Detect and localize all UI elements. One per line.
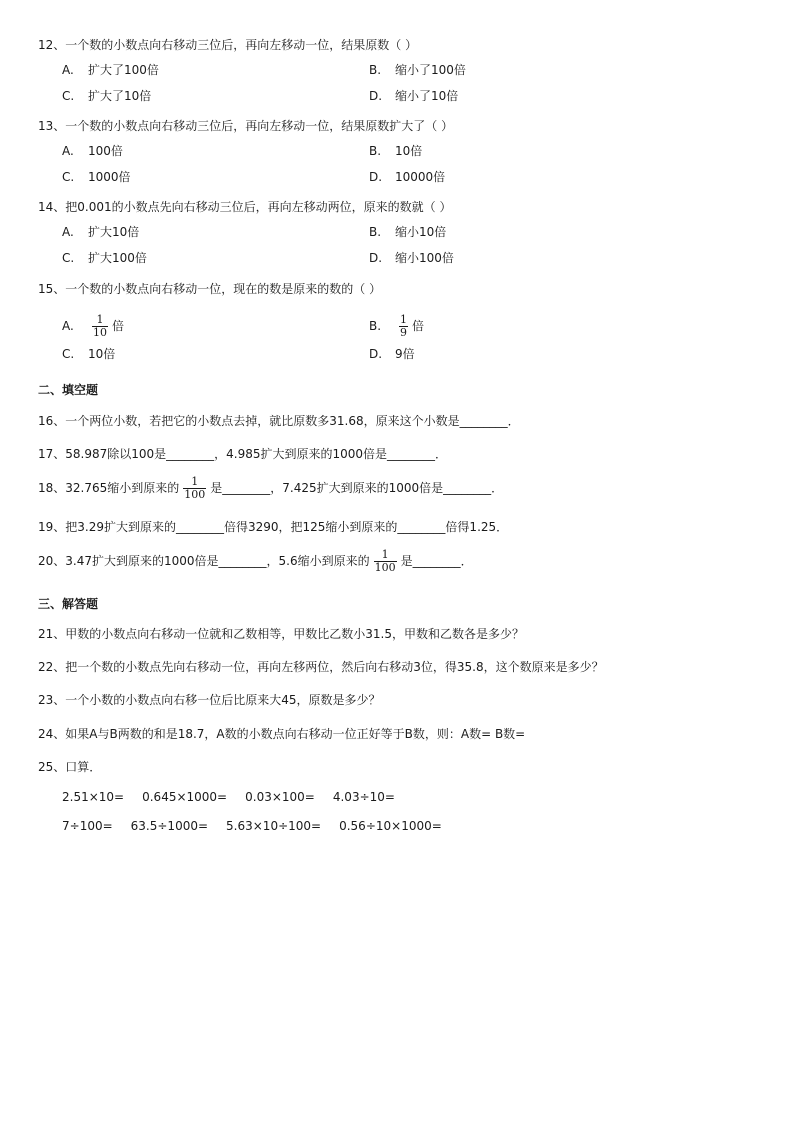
question-13-option-a[interactable]: A. 100倍 <box>62 144 123 158</box>
question-15-option-d[interactable]: D. 9倍 <box>369 347 415 361</box>
fraction-one-hundredth: $\frac{1}{100}$ <box>374 548 396 574</box>
question-15-option-c[interactable]: C. 10倍 <box>62 347 116 361</box>
question-12-option-d[interactable]: D. 缩小了10倍 <box>369 89 459 103</box>
question-13-option-c[interactable]: C. 1000倍 <box>62 170 131 184</box>
question-17: 17、58.987除以100是________，4.985扩大到原来的1000倍是________． <box>38 447 448 461</box>
question-25-stem: 25、口算． <box>38 760 102 774</box>
question-18: 18、32.765缩小到原来的 $\frac{1}{100}$ 是________，7.425扩大到原来的1000倍是________． <box>38 475 504 501</box>
question-13-option-d[interactable]: D. 10000倍 <box>369 170 446 184</box>
question-14-stem: 14、把0.001的小数点先向右移动三位后，再向左移动两位，原来的数就（ ） <box>38 200 452 214</box>
question-19: 19、把3.29扩大到原来的________倍得3290，把125缩小到原来的________倍得1.25． <box>38 520 509 534</box>
mental-math-row-2: 7÷100= 63.5÷1000= 5.63×10÷100= 0.56÷10×1000= <box>62 819 442 833</box>
question-14-option-c[interactable]: C. 扩大100倍 <box>62 251 147 265</box>
question-13-option-b[interactable]: B. 10倍 <box>369 144 423 158</box>
question-22: 22、把一个数的小数点先向右移动一位，再向左移两位，然后向右移动3位，得35.8，这个数原来是多少？ <box>38 660 604 674</box>
question-20: 20、3.47扩大到原来的1000倍是________，5.6缩小到原来的 $\frac{1}{100}$ 是________． <box>38 548 473 574</box>
question-23: 23、一个小数的小数点向右移一位后比原来大45，原数是多少？ <box>38 693 381 707</box>
question-15-stem: 15、一个数的小数点向右移动一位，现在的数是原来的数的（ ） <box>38 282 382 296</box>
question-16: 16、一个两位小数，若把它的小数点去掉，就比原数多31.68，原来这个小数是________． <box>38 414 520 428</box>
question-21: 21、甲数的小数点向右移动一位就和乙数相等，甲数比乙数小31.5，甲数和乙数各是多少？ <box>38 627 524 641</box>
question-12-option-c[interactable]: C. 扩大了10倍 <box>62 89 152 103</box>
question-15-option-a[interactable]: A. $\frac{1}{10}$ 倍 <box>62 313 125 339</box>
mental-math-row-1: 2.51×10= 0.645×1000= 0.03×100= 4.03÷10= <box>62 790 395 804</box>
question-14-option-b[interactable]: B. 缩小10倍 <box>369 225 447 239</box>
question-15-option-b[interactable]: B. $\frac{1}{9}$ 倍 <box>369 313 425 339</box>
question-12-option-b[interactable]: B. 缩小了100倍 <box>369 63 466 77</box>
question-13-stem: 13、一个数的小数点向右移动三位后，再向左移动一位，结果原数扩大了（ ） <box>38 119 454 133</box>
question-12-option-a[interactable]: A. 扩大了100倍 <box>62 63 159 77</box>
question-14-option-a[interactable]: A. 扩大10倍 <box>62 225 140 239</box>
question-12-stem: 12、一个数的小数点向右移动三位后，再向左移动一位，结果原数（ ） <box>38 38 418 52</box>
section-heading-solve: 三、解答题 <box>38 597 99 611</box>
fraction-one-hundredth: $\frac{1}{100}$ <box>184 475 206 501</box>
section-heading-fill-blank: 二、填空题 <box>38 383 99 397</box>
question-14-option-d[interactable]: D. 缩小100倍 <box>369 251 454 265</box>
fraction-one-ninth: $\frac{1}{9}$ <box>400 313 407 339</box>
fraction-one-tenth: $\frac{1}{10}$ <box>93 313 107 339</box>
question-24: 24、如果A与B两数的和是18.7，A数的小数点向右移动一位正好等于B数，则：A数= B数= <box>38 727 526 741</box>
